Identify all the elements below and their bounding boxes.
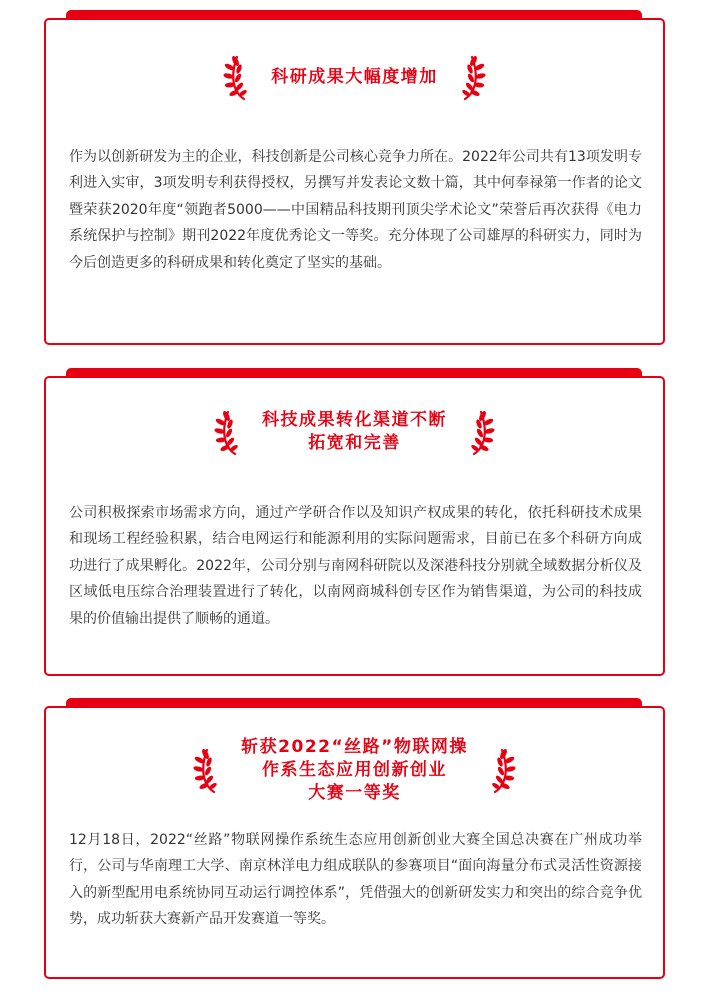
section-header — [44, 406, 665, 458]
section-body: 12月18日，2022“丝路”物联网操作系统生态应用创新创业大赛全国总决赛在广州成功举行，公司与华南理工大学、南京林洋电力组成联队的参赛项目“面向海量分布式灵活性资源接入的新型配用电系统协同互动运行调控体系”，凭借强大的创新研发实力和突出的综合竞争优势，成功斩获大赛新产品开发赛道一等奖。 — [69, 832, 642, 928]
laurel-wreath-icon — [214, 407, 246, 457]
section-title — [241, 736, 468, 805]
section-header — [44, 52, 665, 102]
section-body: 作为以创新研发为主的企业，科技创新是公司核心竞争力所在。2022年公司共有13项发明专利进入实审，3项发明专利获得授权，另撰写并发表论文数十篇，其中何奉禄第一作者的论文暨荣获2020年度“领跑者5000——中国精品科技期刊顶尖学术论文”荣誉后再次获得《电力系统保护与控制》期刊2022年度优秀论文一等奖。充分体现了公司雄厚的科研实力，同时为今后创造更多的科研成果和转化奠定了坚实的基础。 — [69, 149, 642, 271]
section-title-line: 拓宽和完善 — [308, 433, 401, 453]
section-title-line: 斩获2022“丝路”物联网操 — [241, 736, 468, 757]
section-card-award — [44, 698, 665, 979]
laurel-wreath-icon — [193, 745, 225, 795]
section-card-transfer — [44, 368, 665, 676]
section-header — [44, 735, 665, 805]
laurel-wreath-icon — [454, 52, 486, 102]
section-body: 公司积极探索市场需求方向，通过产学研合作以及知识产权成果的转化，依托科研技术成果和现场工程经验积累，结合电网运行和能源利用的实际问题需求，目前已在多个科研方向成功进行了成果孵化。2022年，公司分别与南网科研院以及深港科技分别就全域数据分析仪及区域低电压综合治理装置进行了转化，以南网商城科创专区作为销售渠道，为公司的科技成果的价值输出提供了顺畅的通道。 — [69, 505, 642, 627]
section-card-research — [44, 10, 665, 345]
section-title-line: 作系生态应用创新创业 — [261, 759, 447, 780]
laurel-wreath-icon — [463, 407, 495, 457]
section-title — [262, 409, 447, 455]
section-title-line: 科研成果大幅度增加 — [271, 66, 438, 87]
section-title-line: 大赛一等奖 — [308, 782, 401, 803]
section-title-line: 科技成果转化渠道不断 — [262, 410, 447, 430]
laurel-wreath-icon — [484, 745, 516, 795]
section-title — [271, 66, 438, 89]
laurel-wreath-icon — [223, 52, 255, 102]
